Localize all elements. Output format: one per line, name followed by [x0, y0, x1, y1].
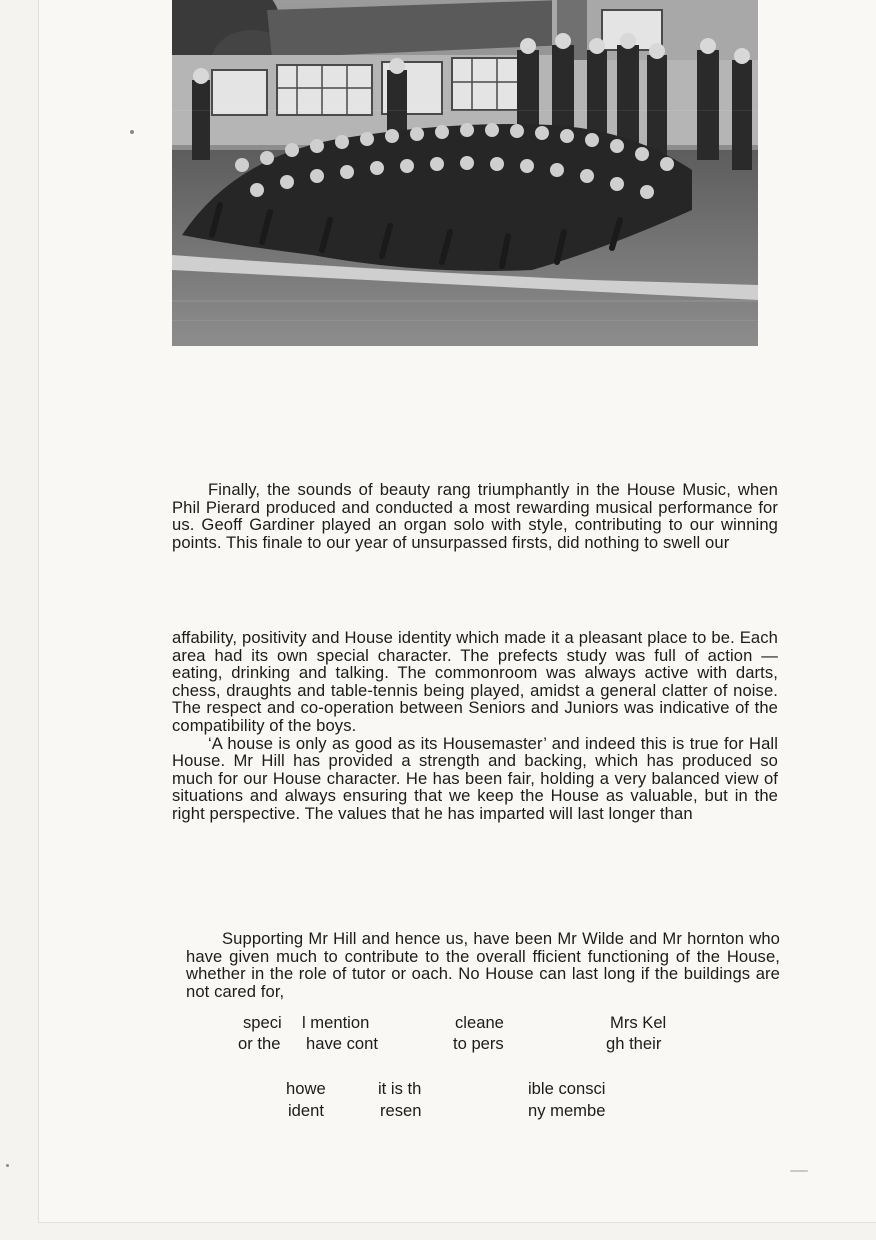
- text-fragment: howe: [286, 1079, 326, 1098]
- text-fragment: ident: [288, 1101, 324, 1120]
- photograph-of-students-seated-on-lawn-icon: [172, 0, 758, 346]
- text-fragment: ny membe: [528, 1101, 606, 1120]
- paragraph-housemaster: ‘A house is only as good as its Housemaster’ and indeed this is true for Hall House. Mr Hill has provided a strength and backing, which has produced so much for our House character. He has been fair, holding a very balanced view of situations and always ensuring that we keep the House as valuable, but in the right perspective. The values that he has imparted will last longer than: [172, 733, 778, 823]
- text-fragment: l mention: [302, 1013, 370, 1032]
- dust-speck: [130, 130, 134, 134]
- text-fragment: ible consci: [528, 1079, 606, 1098]
- text-fragment: Mrs Kel: [610, 1013, 667, 1032]
- group-photograph: [172, 0, 758, 346]
- paragraph-text: affability, positivity and House identity which made it a pleasant place to be. Each area had its own special character. The prefects study was full of action — eating, drinking and talking. The commonroom was always active with darts, chess, draughts and table-tennis being played, amidst a general clatter of noise. The respect and co-operation between Seniors and Juniors was indicative of the compatibility of the boys.: [172, 628, 778, 735]
- text-fragment: have cont: [306, 1034, 378, 1053]
- paragraph-text: Finally, the sounds of beauty rang triumphantly in the House Music, when Phil Pierard produced and conducted a most rewarding musical performance for us. Geoff Gardiner played an organ solo with style, contributing to our winning points. This finale to our year of unsurpassed firsts, did nothing to swell our: [172, 480, 778, 552]
- text-fragment: resen: [380, 1101, 422, 1120]
- paragraph-house-music: [172, 481, 778, 551]
- dust-speck: [6, 1164, 9, 1167]
- text-fragment: cleane: [455, 1013, 504, 1032]
- text-fragment: to pers: [453, 1034, 504, 1053]
- smudge-mark: [790, 1170, 808, 1172]
- text-fragment: or the: [238, 1034, 281, 1053]
- paragraph-supporting-staff: [186, 930, 780, 1000]
- text-fragment: it is th: [378, 1079, 422, 1098]
- paragraph-house-character: [172, 629, 778, 823]
- paragraph-text: Supporting Mr Hill and hence us, have been Mr Wilde and Mr hornton who have given much to contribute to the overall fficient functioning of the House, whether in the role of tutor or oach. No House can last long if the buildings are not cared for,: [186, 929, 780, 1001]
- text-fragment: speci: [243, 1013, 282, 1032]
- text-fragment: gh their: [606, 1034, 662, 1053]
